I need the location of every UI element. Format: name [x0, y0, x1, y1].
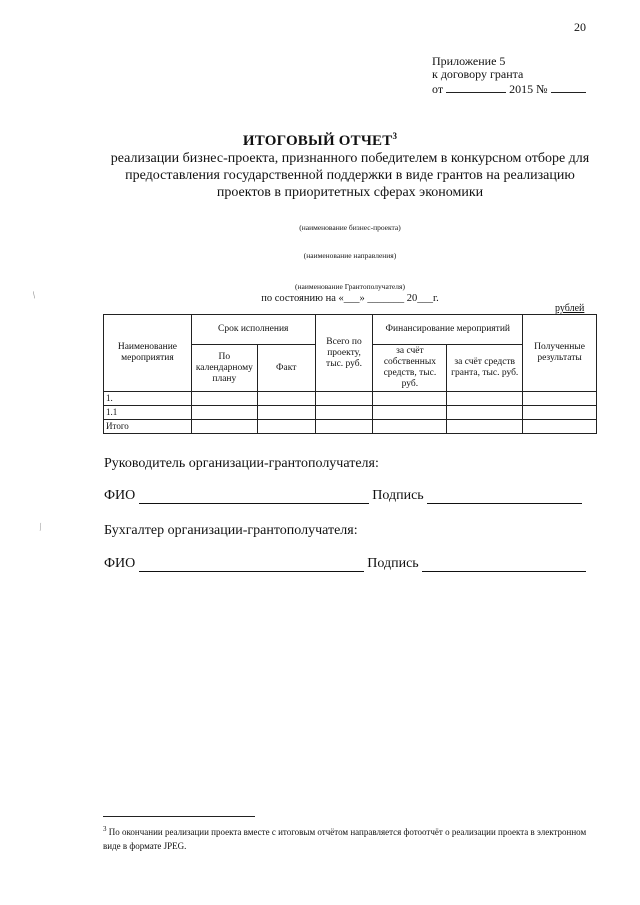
table-row	[104, 406, 597, 420]
as-of-date-line: по состоянию на «___» _______ 20___г.	[261, 293, 439, 304]
year-value: 2015	[509, 82, 534, 96]
head-signature-row	[104, 488, 582, 504]
report-table	[103, 314, 597, 434]
fio-line	[139, 557, 364, 572]
project-name-caption: (наименование бизнес-проекта)	[299, 223, 401, 232]
grantee-name-caption: (наименование Грантополучателя)	[295, 282, 405, 291]
row-label: 1.1	[104, 406, 192, 420]
appendix-header	[432, 55, 586, 96]
margin-mark: ⁄	[37, 522, 45, 533]
signature-line	[422, 557, 586, 572]
head-signature-label: Руководитель организации-грантополучателя:	[104, 456, 379, 471]
from-label: от	[432, 82, 444, 96]
contract-date-line	[432, 81, 586, 96]
number-blank	[551, 81, 586, 93]
footnote-divider	[103, 816, 255, 817]
table-row	[104, 392, 597, 406]
header-deadline-fact: Факт	[257, 345, 315, 392]
table-row	[104, 420, 597, 434]
fio-line	[139, 489, 369, 504]
appendix-line-1: Приложение 5	[432, 54, 506, 68]
header-deadline: Срок исполнения	[191, 315, 315, 345]
footnote-text: По окончании реализации проекта вместе с итоговым отчётом направляется фотоотчёт о реализации проекта в электронном виде в формате JPEG.	[103, 827, 587, 851]
margin-mark: /	[30, 290, 39, 301]
header-financing: Финансирование мероприятий	[373, 315, 523, 345]
fio-label: ФИО	[104, 488, 136, 503]
number-label: №	[536, 82, 548, 96]
fio-label: ФИО	[104, 556, 136, 571]
footnote-number: 3	[103, 825, 107, 833]
direction-name-caption: (наименование направления)	[303, 251, 397, 260]
signature-label: Подпись	[367, 556, 419, 571]
header-results: Полученные результаты	[523, 315, 597, 392]
header-deadline-plan: По календарному плану	[191, 345, 257, 392]
currency-label: рублей	[555, 303, 585, 314]
row-label: Итого	[104, 420, 192, 434]
document-subtitle: реализации бизнес-проекта, признанного победителем в конкурсном отборе для предоставления государственной поддержки в виде грантов на реализацию проектов в приоритетных сферах экономики	[110, 151, 590, 200]
header-own-funds: за счёт собственных средств, тыс. руб.	[373, 345, 447, 392]
header-total: Всего по проекту, тыс. руб.	[315, 315, 373, 392]
header-grant-funds: за счёт средств гранта, тыс. руб.	[447, 345, 523, 392]
header-activity: Наименование мероприятия	[104, 315, 192, 392]
title-footnote-ref: 3	[392, 131, 398, 141]
signature-line	[427, 489, 582, 504]
signature-label: Подпись	[372, 488, 424, 503]
page-number: 20	[574, 20, 586, 34]
document-title	[0, 131, 640, 150]
date-blank	[446, 81, 506, 93]
accountant-signature-label: Бухгалтер организации-грантополучателя:	[104, 523, 358, 538]
title-text: ИТОГОВЫЙ ОТЧЕТ	[242, 133, 393, 149]
footnote	[103, 822, 595, 853]
accountant-signature-row	[104, 556, 586, 572]
row-label: 1.	[104, 392, 192, 406]
appendix-line-2: к договору гранта	[432, 67, 524, 81]
